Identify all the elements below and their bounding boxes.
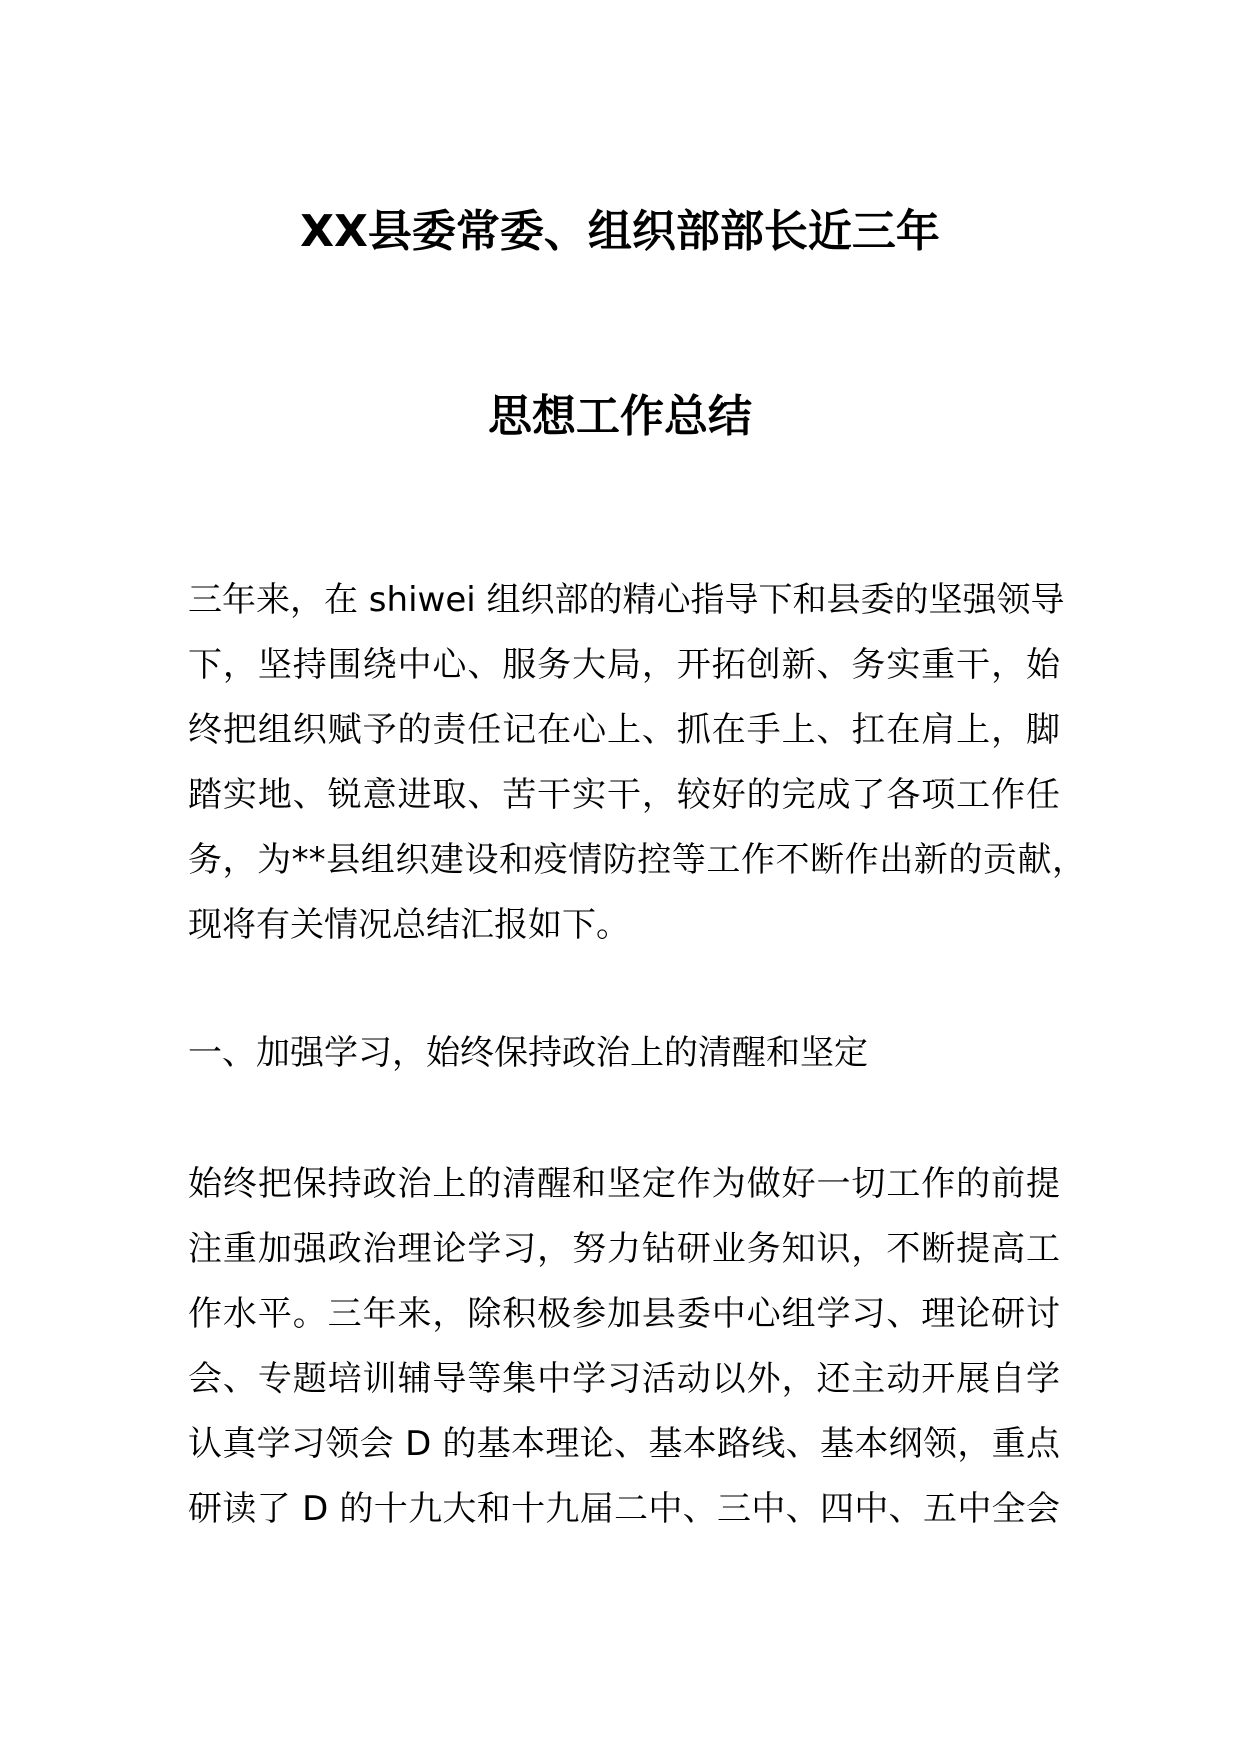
paragraph-line: 会、专题培训辅导等集中学习活动以外，还主动开展自学 (188, 1359, 1060, 1399)
paragraph-line: 务，为**县组织建设和疫情防控等工作不断作出新的贡献， (188, 840, 1086, 880)
paragraph-line: 下，坚持围绕中心、服务大局，开拓创新、务实重干，始 (188, 645, 1060, 685)
paragraph-line: 三年来，在 shiwei 组织部的精心指导下和县委的坚强领导 (188, 580, 1065, 620)
paragraph-line: 认真学习领会 D 的基本理论、基本路线、基本纲领，重点 (188, 1424, 1060, 1464)
section-heading: 一、加强学习，始终保持政治上的清醒和坚定 (188, 1033, 868, 1073)
paragraph-line: 研读了 D 的十九大和十九届二中、三中、四中、五中全会 (188, 1489, 1060, 1529)
paragraph-line: 注重加强政治理论学习，努力钻研业务知识，不断提高工 (188, 1229, 1060, 1269)
paragraph-line: 终把组织赋予的责任记在心上、抓在手上、扛在肩上，脚 (188, 710, 1060, 750)
paragraph-line: 踏实地、锐意进取、苦干实干，较好的完成了各项工作任 (188, 775, 1060, 815)
document-title-line-2: 思想工作总结 (488, 391, 752, 442)
document-title-line-1: XX县委常委、组织部部长近三年 (300, 206, 940, 257)
paragraph-line: 始终把保持政治上的清醒和坚定作为做好一切工作的前提 (188, 1164, 1060, 1204)
paragraph-line: 作水平。三年来，除积极参加县委中心组学习、理论研讨 (188, 1294, 1060, 1334)
paragraph-line: 现将有关情况总结汇报如下。 (188, 905, 630, 945)
